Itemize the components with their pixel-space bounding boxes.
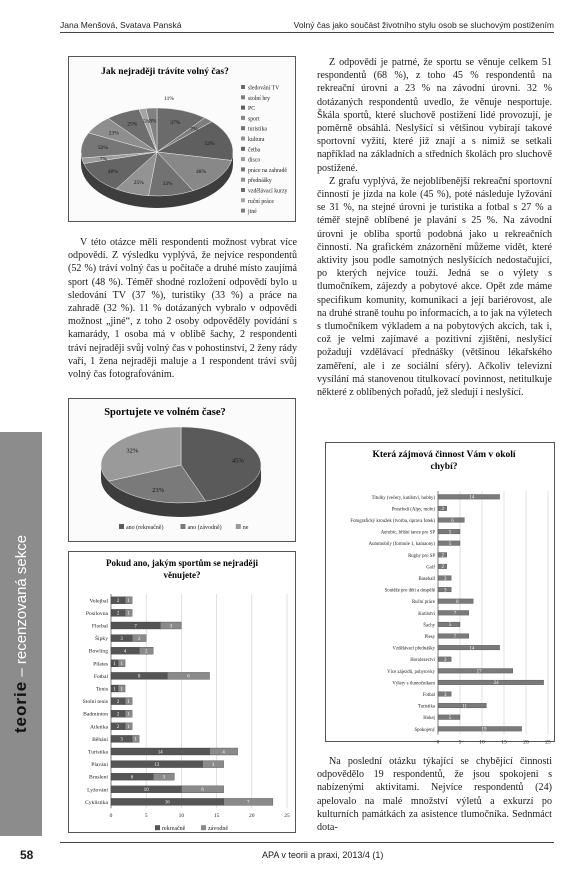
legend-label: sport	[248, 116, 260, 123]
bar-data-label: 1	[120, 687, 123, 693]
y-category-label: Soutěže pro děti a dospělé	[384, 588, 435, 594]
header-authors: Jana Menšová, Svatava Panská	[60, 20, 182, 30]
x-tick-label: 10	[178, 813, 185, 820]
bar-data-label: 2	[441, 507, 445, 513]
pie-data-label: 45%	[231, 457, 244, 465]
bar-data-label: 5	[448, 542, 452, 547]
bar-data-label: 14	[157, 750, 163, 756]
bar-data-label: 3	[120, 636, 123, 642]
pie-data-label: 52%	[204, 141, 215, 148]
sport-pie-svg	[69, 399, 295, 541]
y-category-label: Golf	[426, 565, 435, 571]
legend-label: rekreačně	[162, 826, 186, 833]
sidebar-dash: –	[13, 668, 30, 677]
y-category-label: Volejbal	[89, 598, 108, 605]
x-tick-label: 5	[458, 739, 462, 746]
pie-data-label: 48%	[196, 168, 207, 175]
leisure-pie-chart	[68, 56, 296, 222]
legend-label: ruční práce	[248, 198, 274, 205]
bar-data-label: 6	[451, 518, 454, 524]
bar-data-label: 1	[127, 599, 130, 605]
legend-label: sledování TV	[248, 85, 280, 92]
legend-swatch	[241, 209, 245, 213]
bar-data-label: 4	[123, 649, 127, 655]
legend-label: jiné	[248, 209, 257, 216]
y-category-label: Fotbal	[93, 673, 108, 680]
bar-data-label: 3	[169, 624, 173, 630]
right-paragraph-2: Z grafu vyplývá, že nejoblíbenější rekreační sportovní činností je jízda na kole (45 %), poté následuje lyžování se 31 %, na stejné úrovni je turistika a fotbal s 27 % a téměř stejně oblíbené je plavání s 25 %. Na závodní úrovni je obliba sportů podobná jako u rekreačních činností. Na grafickém znázornění můžeme vidět, které aktivity jsou podle samotných neslyšících nedostačující, po kterých nejvíce touží. Jedná se o výlety s tlumočníkem, zájezdy a pobytové akce. Opět zde máme specifikum komunity, komunikaci a její bariérovost, ale na druhé straně touhu po informacích, a to jak na výletech s tlumočníkem výkladem a na pobytových akcích, tak i, což je velmi zajímavé a pozitivní zjištění, neslyšící požadují vzdělávací přednášky (většinou lékařského zaměření, ale i ze sociální sféry). Ačkoliv televizní vysílání má stanovenou titulkovací povinnost, netitulkuje některé z oblíbených pořadů, jež sledují i neslyšící.	[317, 175, 552, 399]
leisure-pie-svg	[69, 57, 295, 221]
bar	[438, 680, 544, 685]
legend-swatch	[241, 85, 245, 89]
y-category-label: Posilovna	[85, 610, 108, 617]
sports-bar-svg	[69, 552, 295, 832]
footer-rule	[60, 842, 554, 843]
y-category-label: Automobily (formule 1, kamaony)	[368, 542, 435, 548]
legend-swatch	[201, 825, 206, 830]
chart-title: Sportujete ve volném čase?	[104, 407, 226, 418]
x-tick-label: 20	[523, 739, 529, 746]
bar-data-label: 8	[456, 600, 459, 605]
left-column	[68, 236, 297, 381]
right-paragraph-1: Z odpovědí je patrné, že sportu se věnuje celkem 51 respondentů (68 %), z toho 45 % respondentů na rekreační úrovni a 23 % na závodní úrovni. 32 % dotázaných respondentů uvedlo, že věnuje nesportuje. Škála sportů, které sluchově postižení lidé provozují, je poměrně obsáhlá. Neslyšící si většinou vybírají takové sportovní vyžití, které již znají a s nimiž se setkali například na základních a středních školách pro sluchově postižené.	[317, 57, 552, 174]
section-sidebar	[0, 432, 42, 836]
bar-data-label: 1	[127, 712, 130, 718]
bar-data-label: 2	[137, 636, 141, 642]
bar-data-label: 11	[462, 704, 468, 710]
bar-data-label: 6	[130, 775, 134, 781]
pie-extra-label: 11%	[164, 96, 174, 102]
bar-data-label: 2	[144, 649, 148, 655]
legend-swatch	[241, 188, 245, 192]
bar-data-label: 3	[444, 692, 447, 698]
x-tick-label: 10	[479, 739, 485, 746]
header-rule	[60, 32, 554, 33]
legend-label: turistika	[248, 126, 267, 133]
bar-data-label: 2	[116, 725, 120, 731]
header-running-title: Volný čas jako součást životního stylu osob se sluchovým postižením	[293, 20, 554, 30]
missing-activities-bar-chart	[325, 442, 555, 746]
pie-data-label: 25%	[133, 179, 144, 186]
y-category-label: Spokojený	[414, 727, 435, 733]
y-category-label: Fotografický kroužek (tvorba, úprava fotek)	[350, 519, 435, 524]
bar-data-label: 7	[134, 624, 137, 630]
bar-data-label: 2	[116, 611, 120, 617]
bar-data-label: 3	[162, 775, 166, 781]
pie-data-label: 32%	[97, 145, 108, 152]
y-category-label: Bowling	[88, 648, 108, 655]
pie-data-label: 25%	[127, 121, 138, 128]
bar-data-label: 1	[134, 737, 137, 743]
sport-pie-chart	[68, 398, 296, 542]
legend-swatch	[241, 147, 245, 151]
legend-swatch	[241, 106, 245, 110]
page-number: 58	[20, 848, 34, 862]
sidebar-subsection: recenzovaná sekce	[13, 534, 30, 665]
y-category-label: Pilates	[93, 661, 108, 668]
legend-swatch	[241, 178, 245, 182]
legend-label: ano (závodně)	[187, 525, 222, 531]
bar-data-label: 1	[127, 725, 130, 731]
legend-swatch	[241, 95, 245, 99]
legend-label: vzdělávací kurzy	[248, 188, 288, 195]
legend-swatch	[241, 167, 245, 171]
y-category-label: Šipky	[94, 636, 108, 643]
bar-data-label: 7	[453, 611, 457, 617]
bar-data-label: 3	[120, 737, 123, 743]
y-category-label: Plavání	[91, 762, 108, 769]
legend-label: PC	[248, 106, 256, 113]
y-category-label: Florbal	[91, 623, 108, 630]
bar-data-label: 8	[137, 674, 141, 680]
x-tick-label: 15	[213, 813, 220, 820]
bar-data-label: 24	[493, 681, 499, 687]
pie-data-label: 37%	[170, 120, 181, 127]
legend-label: stolní hry	[248, 95, 271, 102]
chart-title-line: věnujete?	[163, 570, 201, 580]
bar-data-label: 3	[444, 588, 447, 594]
y-category-label: Atletika	[89, 724, 108, 731]
bar-data-label: 3	[444, 658, 447, 663]
y-category-label: Horolezectví	[410, 658, 435, 664]
y-category-label: Ruční práce	[411, 600, 435, 606]
bar-data-label: 6	[187, 674, 190, 680]
pie-data-label: 33%	[162, 181, 173, 188]
chart-title-line: Pokud ano, jakým sportům se nejraději	[105, 558, 259, 568]
bar-data-label: 14	[469, 646, 475, 652]
bar-data-label: 19	[481, 727, 487, 733]
legend-label: ano (rekreačně)	[126, 525, 164, 531]
legend-swatch	[181, 524, 186, 529]
x-tick-label: 25	[545, 739, 551, 746]
missing-activities-bar-svg	[326, 443, 554, 746]
pie-data-label: 32%	[126, 447, 139, 455]
y-category-label: Hokej	[423, 716, 435, 722]
x-tick-label: 0	[109, 813, 113, 820]
bar-data-label: 4	[222, 750, 225, 756]
pie-data-label: 8%	[149, 118, 157, 125]
y-category-label: Badminton	[83, 711, 108, 718]
bar	[438, 727, 522, 732]
y-category-label: Stolní tenis	[82, 699, 108, 706]
y-category-label: Běhání	[92, 736, 108, 743]
sports-bar-chart	[68, 551, 296, 833]
bar-data-label: 5	[448, 530, 452, 536]
bar-data-label: 2	[116, 712, 120, 718]
legend-swatch	[241, 116, 245, 120]
bar-data-label: 10	[143, 788, 149, 794]
x-tick-label: 5	[144, 813, 148, 820]
bar-data-label: 14	[469, 495, 475, 501]
legend-swatch	[236, 524, 241, 529]
right-column-bottom	[317, 755, 552, 834]
legend-label: ne	[242, 525, 249, 531]
legend-label: závodně	[208, 826, 228, 833]
y-category-label: Prostředí (Alpy, moře)	[391, 507, 435, 513]
right-column-top	[317, 56, 552, 399]
y-category-label: Lyžování	[87, 787, 108, 794]
bar-data-label: 17	[476, 669, 482, 675]
sidebar-section: teorie	[11, 680, 30, 734]
x-tick-label: 0	[436, 739, 440, 746]
y-category-label: Více zájezdů, pobytovky	[387, 669, 435, 675]
bar-data-label: 2	[441, 565, 445, 571]
y-category-label: Cyklistika	[85, 799, 108, 806]
legend-swatch	[241, 126, 245, 130]
pie-data-label: 40%	[107, 168, 118, 175]
right-paragraph-3: Na poslední otázku týkající se chybějící činnosti odpovědělo 19 respondentů, že jsou spokojeni s nabízenými aktivitami. Nejvíce respondentů (24) apelovalo na malé množství výletů a exkurzí po kulturních památkách za asistence tlumočníka. Sednmáct dota-	[317, 756, 552, 834]
bar	[438, 669, 513, 674]
legend-label: přednášky	[248, 178, 272, 185]
bar-data-label: 5	[448, 716, 452, 721]
bar-data-label: 1	[127, 699, 130, 705]
y-category-label: Fotbal	[422, 693, 435, 698]
bar-data-label: 6	[201, 788, 204, 794]
y-category-label: Plesy	[424, 635, 435, 640]
legend-swatch	[241, 157, 245, 161]
bar-data-label: 2	[116, 699, 120, 705]
legend-swatch	[119, 524, 124, 529]
bar-data-label: 3	[211, 762, 215, 768]
chart-title: Jak nejraději trávíte volný čas?	[101, 67, 229, 77]
legend-label: práce na zahradě	[248, 167, 287, 174]
bar-data-label: 2	[441, 553, 445, 559]
bar-data-label: 3	[444, 576, 447, 582]
y-category-label: Baseball	[418, 577, 435, 582]
legend-label: četba	[248, 147, 261, 154]
bar-data-label: 7	[247, 800, 250, 806]
pie-data-label: 23%	[108, 130, 119, 137]
journal-footer: APA v teorii a praxi, 2013/4 (1)	[262, 850, 384, 860]
y-category-label: Vzdělávací přednášky	[392, 646, 435, 652]
bar-data-label: 7	[453, 634, 457, 640]
bar-data-label: 1	[127, 611, 130, 617]
bar-data-label: 2	[116, 599, 120, 605]
pie-data-label: 5%	[142, 118, 151, 125]
bar-data-label: 16	[164, 800, 170, 806]
x-tick-label: 20	[249, 813, 255, 820]
y-category-label: Kutilství	[418, 611, 435, 617]
y-category-label: Tenis	[95, 686, 108, 693]
y-category-label: Turistika	[88, 749, 108, 756]
x-tick-label: 15	[501, 739, 507, 746]
legend-label: kultura	[248, 137, 265, 143]
sidebar-text	[11, 535, 31, 733]
y-category-label: Turistika	[417, 704, 435, 710]
legend-swatch	[155, 825, 160, 830]
y-category-label: Titulky (večery, kutilství, hobby)	[371, 495, 435, 501]
pie-data-label: 23%	[152, 487, 165, 495]
chart-title-line: chybí?	[430, 462, 458, 472]
left-paragraph-1: V této otázce měli respondenti možnost vybrat více odpovědí. Z výsledku vyplývá, že nejvíce respondentů (52 %) tráví volný čas u počítače a druhé místo zaujímá sport (48 %). Téměř shodné rozložení odpovědí bylo u sledování TV (37 %), turistiky (33 %) a práce na zahradě (32 %). 11 % dotázaných vybralo v odpovědi možnost „jiné“, z toho 2 osoby odpověděly povídání s kamarády, 1 osoba má v oblibě šachy, 2 respondenti tráví nejraději svůj volný čas v pohostinství, 2 ženy rády vaří, 1 žena nejraději maluje a 1 respondent tráví svůj volný čas fotografováním.	[68, 237, 297, 381]
bar-data-label: 1	[113, 662, 116, 668]
bar-data-label: 1	[120, 662, 123, 668]
bar-data-label: 13	[154, 762, 160, 768]
legend-swatch	[241, 198, 245, 202]
y-category-label: Výlety s tlumočníkem	[392, 681, 435, 687]
pie-data-label: 7%	[190, 126, 198, 133]
bar-data-label: 1	[113, 687, 116, 693]
y-category-label: Rugby pro SP	[408, 553, 435, 559]
y-category-label: Aerobic, břišní tance pro SP	[380, 530, 435, 536]
y-category-label: Bruslení	[89, 774, 108, 781]
chart-title-line: Která zájmová činnost Vám v okolí	[372, 450, 516, 460]
legend-swatch	[241, 137, 245, 141]
x-tick-label: 25	[284, 813, 290, 820]
legend-label: disco	[248, 157, 261, 164]
pie-data-label: 7%	[99, 156, 108, 163]
y-category-label: Šachy	[423, 623, 435, 629]
bar-data-label: 5	[448, 623, 452, 629]
